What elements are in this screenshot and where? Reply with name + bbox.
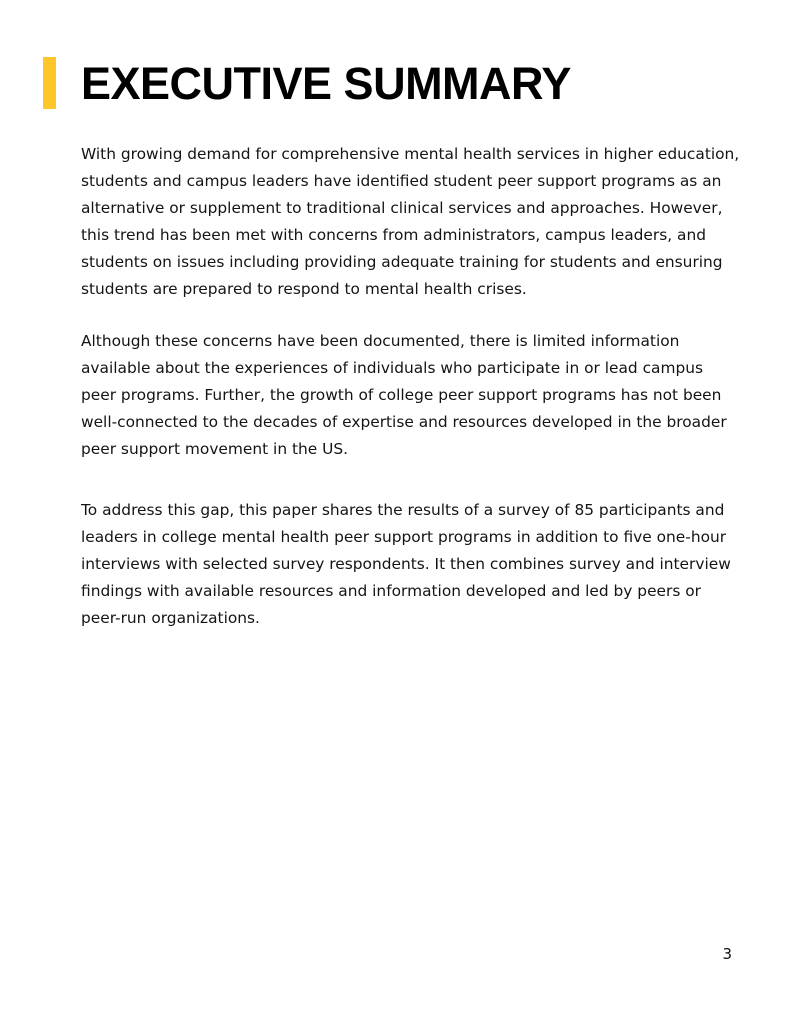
body-paragraph-2: Although these concerns have been documented, there is limited information available about the experiences of individuals who participate in or lead campus peer programs. Further, the growth of college peer support programs has not been well-connected to the decades of expertise and resources developed in the broader peer support movement in the US. bbox=[81, 332, 727, 458]
page-number: 3 bbox=[722, 945, 732, 963]
body-paragraph-1: With growing demand for comprehensive mental health services in higher education, students and campus leaders have identified student peer support programs as an alternative or supplement to traditional clinical services and approaches. However, this trend has been met with concerns from administrators, campus leaders, and students on issues including providing adequate training for students and ensuring students are prepared to respond to mental health crises. bbox=[81, 145, 740, 298]
title-accent-bar bbox=[43, 57, 56, 109]
page-title: EXECUTIVE SUMMARY bbox=[81, 58, 571, 109]
body-paragraph-3: To address this gap, this paper shares the results of a survey of 85 participants and leaders in college mental health peer support programs in addition to five one-hour interviews with selected survey respondents. It then combines survey and interview findings with available resources and information developed and led by peers or peer-run organizations. bbox=[81, 501, 731, 627]
